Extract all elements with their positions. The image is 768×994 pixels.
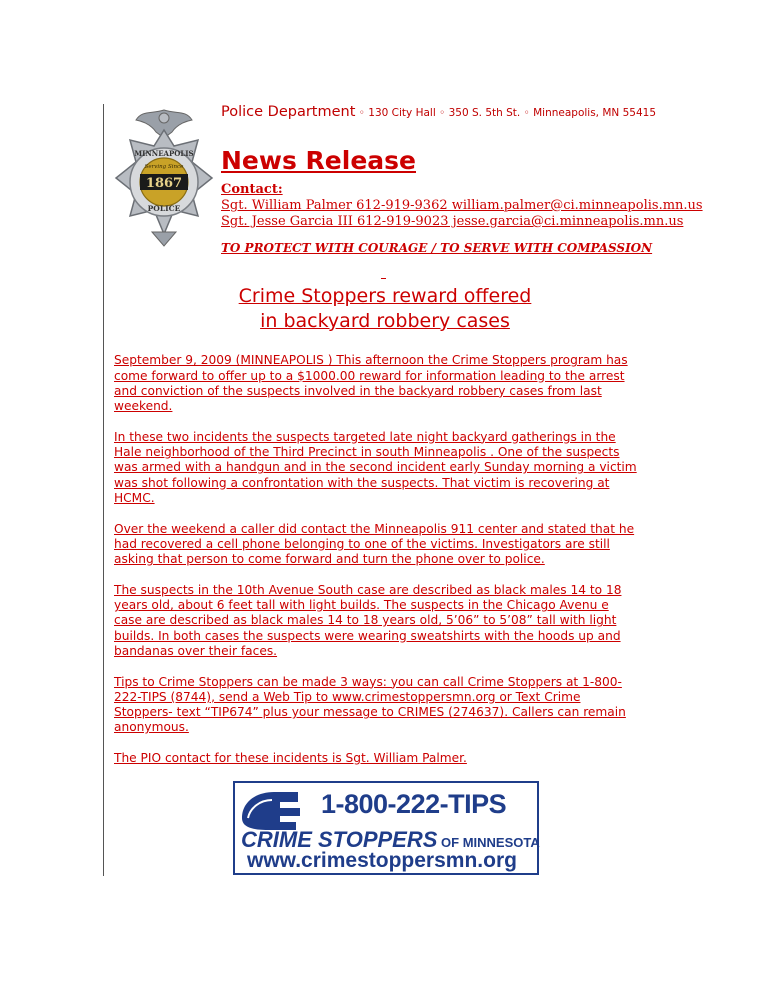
body-line: builds. In both cases the suspects were wearing sweatshirts with the hoods up and (114, 628, 621, 643)
body-line: asking that person to come forward and turn the phone over to police. (114, 552, 545, 567)
body-line: bandanas over their faces. (114, 643, 278, 658)
paragraph-gap (114, 659, 674, 674)
body-line: was armed with a handgun and in the second incident early Sunday morning a victim (114, 460, 637, 475)
badge-top-text: MINNEAPOLIS (134, 149, 194, 158)
logo-of-minnesota: OF MINNESOTA (437, 835, 540, 850)
contact-palmer[interactable]: Sgt. William Palmer 612-919-9362 william.palmer@ci.minneapolis.mn.us (221, 198, 703, 213)
body-line: case are described as black males 14 to 18 years old, 5’06” to 5’08” tall with light (114, 613, 617, 628)
body-line: HCMC. (114, 490, 155, 505)
contact-block (221, 182, 703, 230)
contact-label: Contact: (221, 182, 283, 197)
blank-line-marker (381, 278, 386, 279)
paragraph-gap (114, 338, 674, 353)
paragraph-gap (114, 567, 674, 582)
body-line: Hale neighborhood of the Third Precinct in south Minneapolis . One of the suspects (114, 445, 620, 460)
body-line: was shot following a confrontation with the suspects. That victim is recovering at (114, 475, 610, 490)
body-line: In these two incidents the suspects targeted late night backyard gatherings in the (114, 429, 616, 444)
police-badge-icon (112, 106, 216, 250)
body-line: 222-TIPS (8744), send a Web Tip to www.crimestoppersmn.org or Text Crime (114, 689, 581, 704)
badge-year: 1867 (145, 176, 183, 191)
logo-url: www.crimestoppersmn.org (247, 849, 517, 872)
body-line: weekend. (114, 399, 173, 414)
department-name: Police Department (221, 104, 356, 120)
badge-bottom-text: POLICE (147, 204, 181, 213)
body-line: September 9, 2009 (MINNEAPOLIS ) This afternoon the Crime Stoppers program has (114, 353, 628, 368)
article-title-line-1: Crime Stoppers reward offered (238, 285, 532, 307)
body-line: The PIO contact for these incidents is Sgt. William Palmer. (114, 751, 467, 766)
body-line: Over the weekend a caller did contact the Minneapolis 911 center and stated that he (114, 521, 635, 536)
badge-ribbon: Serving Since (144, 164, 184, 170)
logo-phone-number: 1-800-222-TIPS (321, 789, 507, 819)
body-line: years old, about 6 feet tall with light builds. The suspects in the Chicago Avenu e (114, 598, 609, 613)
body-line: Tips to Crime Stoppers can be made 3 ways: you can call Crime Stoppers at 1-800- (114, 674, 622, 689)
body-line: Stoppers- text “TIP674” plus your message to CRIMES (274637). Callers can remain (114, 705, 626, 720)
logo-crime: CRIME (241, 827, 312, 852)
body-line: The suspects in the 10th Avenue South case are described as black males 14 to 18 (114, 582, 622, 597)
body-line: had recovered a cell phone belonging to one of the victims. Investigators are still (114, 536, 610, 551)
article-title-line-2: in backyard robbery cases (260, 310, 510, 332)
crime-stoppers-logo[interactable] (233, 781, 539, 875)
department-motto: TO PROTECT WITH COURAGE / TO SERVE WITH COMPASSION (221, 241, 653, 255)
department-address: ◦ 130 City Hall ◦ 350 S. 5th St. ◦ Minneapolis, MN 55415 (355, 107, 657, 119)
article-body (114, 338, 674, 766)
body-line: anonymous. (114, 720, 189, 735)
header-address-line (221, 104, 656, 120)
body-line: come forward to offer up to a $1000.00 reward for information leading to the arrest (114, 368, 625, 383)
body-line: and conviction of the suspects involved in the backyard robbery cases from last (114, 383, 602, 398)
paragraph-gap (114, 736, 674, 751)
article-title (190, 284, 580, 334)
contact-garcia[interactable]: Sgt. Jesse Garcia III 612-919-9023 jesse.garcia@ci.minneapolis.mn.us (221, 214, 684, 229)
logo-stoppers: STOPPERS (311, 827, 438, 852)
paragraph-gap (114, 414, 674, 429)
left-margin-rule (103, 104, 104, 876)
news-release-heading: News Release (221, 146, 416, 175)
paragraph-gap (114, 506, 674, 521)
